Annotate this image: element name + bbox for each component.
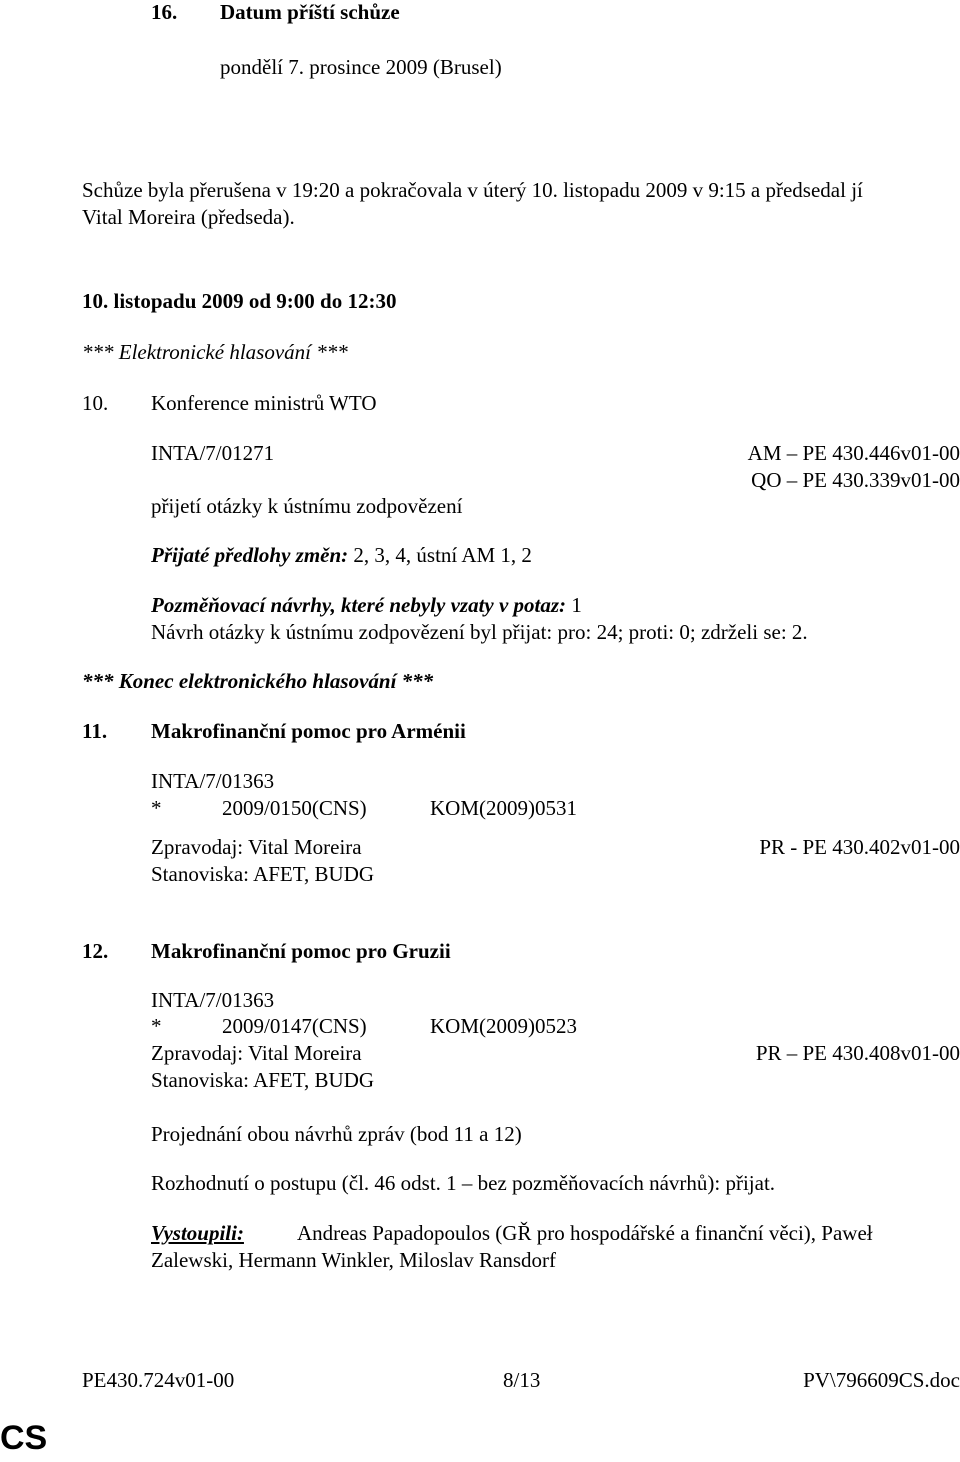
voting-end: *** Konec elektronického hlasování *** (82, 669, 434, 693)
speakers-label: Vystoupili: (151, 1221, 244, 1245)
opinions: Stanoviska: AFET, BUDG (151, 862, 375, 886)
opinions: Stanoviska: AFET, BUDG (151, 1068, 375, 1092)
item-title: Makrofinanční pomoc pro Gruzii (151, 939, 451, 963)
adopted-value: 2, 3, 4, ústní AM 1, 2 (348, 543, 532, 567)
procedure-reference: INTA/7/01363 (151, 988, 275, 1012)
document-reference: PR – PE 430.408v01-00 (755, 1041, 960, 1065)
adopted-amendments (151, 545, 532, 566)
document-reference: PR - PE 430.402v01-00 (759, 835, 960, 859)
footer-file-name: PV\796609CS.doc (803, 1368, 960, 1392)
adopted-label: Přijaté předlohy změn: (151, 543, 349, 567)
commission-reference: KOM(2009)0523 (430, 1014, 577, 1038)
procedure-star: * (151, 1014, 162, 1038)
procedure-number: 2009/0147(CNS) (222, 1014, 367, 1038)
item-number: 12. (82, 939, 109, 963)
interruption-text-line1: Schůze byla přerušena v 19:20 a pokračovala v úterý 10. listopadu 2009 v 9:15 a předsedal jí (82, 178, 863, 202)
commission-reference: KOM(2009)0531 (430, 796, 577, 820)
rapporteur: Zpravodaj: Vital Moreira (151, 835, 362, 859)
item-number: 10. (82, 391, 109, 415)
document-reference: QO – PE 430.339v01-00 (751, 468, 960, 492)
section-number: 16. (151, 0, 178, 24)
item-title: Konference ministrů WTO (151, 391, 377, 415)
procedure-decision: Rozhodnutí o postupu (čl. 46 odst. 1 – bez pozměňovacích návrhů): přijat. (151, 1171, 776, 1195)
speakers-line2: Zalewski, Hermann Winkler, Miloslav Ransdorf (151, 1248, 557, 1272)
next-meeting-date: pondělí 7. prosince 2009 (Brusel) (220, 55, 502, 79)
joint-debate: Projednání obou návrhů zpráv (bod 11 a 12) (151, 1122, 522, 1146)
item-number: 11. (82, 719, 108, 743)
language-code: CS (0, 1419, 48, 1457)
rapporteur: Zpravodaj: Vital Moreira (151, 1041, 362, 1065)
section-title: Datum příští schůze (220, 0, 400, 24)
item-title: Makrofinanční pomoc pro Arménii (151, 719, 466, 743)
not-voted-value: 1 (566, 593, 582, 617)
not-voted-label: Pozměňovací návrhy, které nebyly vzaty v potaz: (151, 593, 567, 617)
item-subtitle: přijetí otázky k ústnímu zodpovězení (151, 494, 463, 518)
interruption-text-line2: Vital Moreira (předseda). (82, 205, 295, 229)
procedure-reference: INTA/7/01271 (151, 441, 275, 465)
not-voted-amendments (151, 595, 582, 616)
procedure-reference: INTA/7/01363 (151, 769, 275, 793)
footer-page-number: 8/13 (503, 1368, 541, 1392)
procedure-star: * (151, 796, 162, 820)
speakers-line1: Andreas Papadopoulos (GŘ pro hospodářské a finanční věci), Paweł (297, 1221, 873, 1245)
procedure-number: 2009/0150(CNS) (222, 796, 367, 820)
vote-result: Návrh otázky k ústnímu zodpovězení byl přijat: pro: 24; proti: 0; zdrželi se: 2. (151, 620, 808, 644)
document-reference: AM – PE 430.446v01-00 (747, 441, 960, 465)
footer-document-reference: PE430.724v01-00 (82, 1368, 235, 1392)
session-heading: 10. listopadu 2009 od 9:00 do 12:30 (82, 289, 397, 313)
voting-start: *** Elektronické hlasování *** (82, 340, 348, 364)
